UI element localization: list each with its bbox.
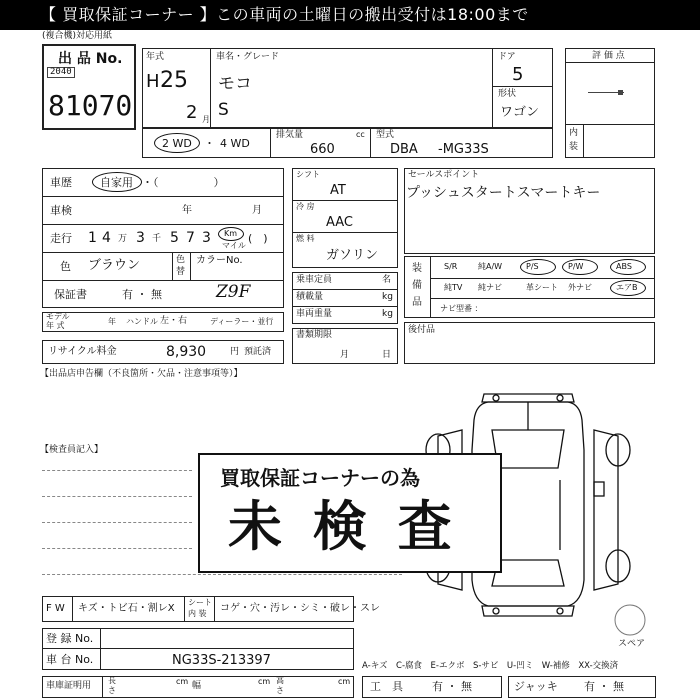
load-label: 積載量: [296, 292, 324, 302]
equipment-item: P/S: [526, 262, 539, 271]
cert-cm-1: cm: [176, 677, 189, 686]
weight-unit: kg: [382, 309, 393, 319]
tools-opts: 有 ・ 無: [432, 680, 472, 693]
equipment-item: P/W: [568, 262, 584, 271]
doors-value: 5: [512, 64, 524, 85]
inspection-year: 年: [182, 205, 192, 216]
chassis-value: NG33S-213397: [172, 653, 271, 668]
sales-point-value: プッシュスタートスマートキー: [406, 185, 601, 201]
load-unit: kg: [382, 292, 393, 302]
equipment-item: エアB: [616, 283, 638, 292]
warranty-handwritten: Z9F: [216, 282, 251, 302]
color-value: ブラウン: [88, 258, 141, 273]
reg-no-label: 登 録 No.: [46, 632, 94, 645]
year-month-unit: 月: [202, 115, 210, 124]
fw-seat-1: シート: [188, 598, 212, 607]
shift-value: AT: [330, 183, 346, 198]
mileage-man: 万: [118, 234, 128, 244]
fw-label: F W: [46, 603, 65, 614]
color-swap-2: 替: [176, 267, 186, 277]
recycle-note: 預託済: [244, 347, 272, 357]
installed-box: [404, 322, 655, 364]
shift-label: シフト: [296, 170, 320, 179]
tools-label: 工 具: [370, 680, 403, 693]
jack-label: ジャッキ: [514, 680, 558, 693]
equipment-item: 革シート: [526, 283, 558, 292]
car-label: 車名・グレード: [216, 52, 280, 62]
color-swap-1: 色: [176, 255, 186, 265]
equipment-label-1: 装: [412, 263, 422, 274]
ac-label: 冷 房: [296, 202, 315, 211]
equipment-item: 純TV: [444, 283, 463, 292]
registration-day: 日: [382, 350, 392, 360]
mileage-d6: 3: [202, 230, 211, 246]
drive-sep: ・: [204, 137, 215, 150]
mileage-d2: 4: [102, 230, 111, 246]
score-label: 評 価 点: [592, 51, 625, 61]
doors-label: ドア: [498, 52, 516, 62]
lot-label: 出 品 No.: [58, 51, 123, 67]
mileage-sen: 千: [152, 234, 162, 244]
mileage-d4: 5: [170, 230, 179, 246]
year-value: 25: [160, 68, 188, 93]
history-rest: ・（ ）: [142, 176, 225, 189]
cert-h-1: 高: [276, 676, 284, 685]
displacement-label: 排気量: [276, 130, 304, 140]
model-code: -MG33S: [438, 142, 489, 157]
equipment-item: 純ナビ: [478, 283, 502, 292]
equipment-navi: ナビ型番 ：: [440, 304, 483, 313]
registration-label: 書類期限: [296, 330, 333, 340]
inspector-notes-label: 【検査員記入】: [40, 445, 104, 455]
color-no-label: カラーNo.: [196, 255, 243, 266]
recycle-label: リサイクル料金: [48, 346, 117, 357]
car-grade: S: [218, 100, 229, 120]
year-month: 2: [186, 102, 198, 123]
equipment-label-2: 備: [412, 280, 422, 291]
model-prefix: DBA: [390, 142, 418, 157]
mileage-paren: ( ): [248, 232, 268, 245]
recycle-unit: 円: [230, 347, 240, 357]
history-value: 自家用: [100, 176, 133, 189]
year-label: 年式: [146, 52, 165, 62]
mileage-km: Km: [224, 229, 238, 238]
lot-number: 81070: [48, 89, 133, 122]
model-year-dealer: ディーラー・並行: [210, 317, 274, 326]
warranty-opts: 有 ・ 無: [122, 288, 162, 301]
fuel-value: ガソリン: [326, 248, 379, 263]
fw-text: キズ・トビ石・割レX: [78, 603, 175, 614]
score-box: [565, 48, 655, 158]
sales-point-box: [404, 168, 655, 254]
sales-point-label: セールスポイント: [408, 170, 480, 180]
interior-label-1: 内: [569, 128, 579, 138]
stamp-line1: 買取保証コーナーの為: [220, 466, 420, 490]
interior-label-2: 装: [569, 142, 579, 152]
top-note: (複合機)対応用紙: [42, 31, 113, 41]
capacity-label: 乗車定員: [296, 275, 333, 285]
stamp-line2: 未 検 査: [228, 495, 458, 558]
mileage-d5: 7: [186, 230, 195, 246]
model-year-lr: 左・右: [160, 316, 188, 326]
cert-cm-3: cm: [338, 677, 351, 686]
banner-text: 【 買取保証コーナー 】この車両の土曜日の搬出受付は18:00まで: [40, 5, 529, 24]
lot-tag: 2040: [47, 67, 75, 78]
mileage-label: 走行: [50, 232, 72, 245]
warranty-label: 保証書: [54, 288, 87, 301]
model-year-label-2: 年 式: [46, 321, 65, 330]
shape-label: 形状: [498, 89, 517, 99]
equipment-item: 外ナビ: [568, 283, 592, 292]
fw-seat-text: コゲ・穴・汚レ・シミ・破レ・スレ: [220, 603, 380, 614]
ac-value: AAC: [326, 215, 353, 230]
model-year-label-1: モデル: [46, 312, 70, 321]
recycle-value: 8,930: [166, 344, 207, 360]
shape-value: ワゴン: [500, 105, 540, 120]
model-label: 型式: [376, 130, 395, 140]
equipment-item: ABS: [616, 262, 632, 271]
weight-label: 車両重量: [296, 309, 333, 319]
equipment-item: 純A/W: [478, 262, 503, 271]
cert-label: 車庫証明用: [46, 681, 92, 691]
fuel-label: 燃 料: [296, 234, 315, 243]
cert-cm-2: cm: [258, 677, 271, 686]
drive-4wd: 4 WD: [220, 137, 250, 150]
inspection-month: 月: [252, 205, 262, 216]
year-era: H: [146, 71, 160, 92]
equipment-item: S/R: [444, 262, 458, 271]
spare-label: スペア: [618, 639, 646, 649]
drive-2wd: 2 WD: [162, 137, 192, 150]
cert-len-1: 長: [108, 676, 116, 685]
inspection-label: 車検: [50, 204, 72, 217]
model-year-handle: ハンドル: [126, 317, 158, 326]
installed-label: 後付品: [408, 325, 436, 335]
displacement-value: 660: [310, 142, 335, 157]
spare-icon: [612, 602, 648, 638]
jack-opts: 有 ・ 無: [584, 680, 624, 693]
registration-month: 月: [340, 350, 350, 360]
capacity-unit: 名: [382, 275, 392, 285]
mileage-d1: 1: [88, 230, 97, 246]
cert-h-2: さ: [276, 686, 284, 695]
fw-seat-2: 内 装: [188, 609, 207, 618]
chassis-label: 車 台 No.: [46, 653, 94, 666]
model-year-year: 年: [108, 317, 116, 326]
mileage-mile: マイル: [222, 241, 246, 250]
cert-w: 幅: [192, 681, 202, 691]
car-name: モコ: [218, 74, 252, 94]
equipment-label-3: 品: [412, 297, 422, 308]
damage-legend: A-キズ C-腐食 E-エクボ S-サビ U-凹ミ W-補修 XX-交換済: [362, 661, 619, 671]
color-label: 色: [60, 260, 71, 273]
mileage-d3: 3: [136, 230, 145, 246]
cert-len-2: さ: [108, 686, 116, 695]
history-label: 車歴: [50, 176, 72, 189]
displacement-unit: cc: [356, 130, 365, 139]
seller-notes-label: 【出品店申告欄（不良箇所・欠品・注意事項等）】: [40, 369, 243, 379]
